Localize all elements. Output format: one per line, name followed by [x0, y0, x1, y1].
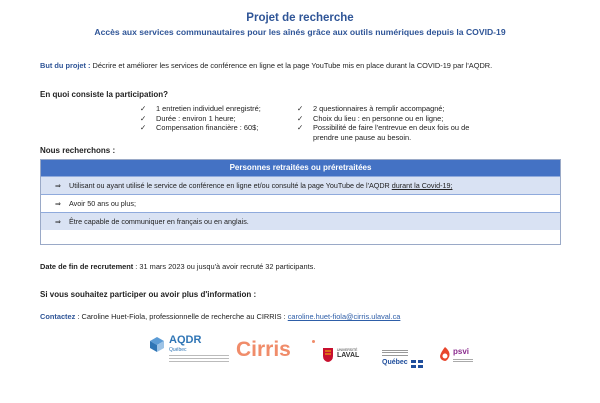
recruitment-label: Date de fin de recrutement: [40, 262, 134, 271]
search-heading: Nous recherchons :: [40, 146, 116, 155]
check-icon: ✓: [140, 104, 147, 113]
laval-logo: [322, 346, 372, 370]
participation-list-right: [297, 104, 472, 142]
contact-label: Contactez: [40, 312, 76, 321]
arrow-icon: ⇒: [55, 181, 62, 190]
aqdr-mark-icon: [148, 335, 166, 353]
cirris-logo: [236, 338, 291, 362]
arrow-icon: ⇒: [55, 217, 62, 226]
check-icon: ✓: [297, 123, 304, 133]
contact-line: Contactez : Caroline Huet-Fiola, professionnelle de recherche au CIRRIS : caroline.huet-fiola@cirris.ulaval.ca: [40, 312, 401, 321]
quebec-flag-icon: [411, 360, 423, 368]
quebec-name: Québec: [382, 359, 408, 366]
list-item: ✓ 1 entretien individuel enregistré;: [140, 104, 261, 113]
recruitment-deadline: Date de fin de recrutement : 31 mars 2023 ou jusqu'à avoir recruté 32 participants.: [40, 262, 316, 271]
page-title: Projet de recherche: [246, 12, 354, 24]
aqdr-name: AQDR: [169, 334, 202, 346]
list-item: ✓ Compensation financière : 60$;: [140, 123, 259, 133]
participation-list-left: [140, 104, 290, 133]
cirris-dot: [312, 340, 315, 343]
aqdr-sub: Québec: [169, 347, 187, 353]
psvi-name: psvi: [453, 347, 470, 356]
arrow-icon: ⇒: [55, 199, 62, 208]
criteria-row: ⇒ Être capable de communiquer en français ou en anglais.: [41, 212, 560, 230]
list-item: ✓ Choix du lieu : en personne ou en ligne;: [297, 113, 444, 123]
contact-email-link[interactable]: caroline.huet-fiola@cirris.ulaval.ca: [287, 312, 401, 321]
criteria-row: ⇒ Utilisant ou ayant utilisé le service de conférence en ligne et/ou consulté la page YouTube de l'AQDR durant la Covid-19;: [41, 176, 560, 194]
criteria-underlined: durant la Covid-19;: [391, 181, 453, 190]
check-icon: ✓: [297, 104, 304, 113]
partner-logos: [0, 330, 600, 380]
criteria-row: ⇒ Avoir 50 ans ou plus;: [41, 194, 560, 212]
list-item: ✓ Durée : environ 1 heure;: [140, 113, 236, 123]
project-goal-label: But du projet :: [40, 61, 91, 70]
laval-top: UNIVERSITÉ: [337, 348, 358, 352]
participation-heading: En quoi consiste la participation?: [40, 90, 169, 99]
laval-name: LAVAL: [337, 352, 360, 359]
list-item: ✓ 2 questionnaires à remplir accompagné;: [297, 104, 445, 113]
psvi-tagline-lines: [453, 357, 473, 364]
quebec-tagline-lines: [382, 348, 408, 357]
check-icon: ✓: [297, 113, 304, 123]
criteria-box: [40, 159, 561, 245]
laval-crest-icon: [322, 347, 334, 363]
criteria-box-title: Personnes retraitées ou préretraitées: [41, 160, 560, 176]
check-icon: ✓: [140, 123, 147, 133]
project-goal-text: Décrire et améliorer les services de conférence en ligne et la page YouTube mis en place durant la COVID-19 par l'AQDR.: [90, 61, 493, 70]
page-subtitle: Accès aux services communautaires pour les aînés grâce aux outils numériques depuis la COVID-19: [94, 27, 506, 37]
info-heading: Si vous souhaitez participer ou avoir plus d'information :: [40, 290, 257, 299]
aqdr-logo: [148, 334, 228, 378]
list-item: ✓ Possibilité de faire l'entrevue en deux fois ou de prendre une pause au besoin.: [297, 123, 470, 142]
psvi-flame-icon: [438, 346, 452, 362]
aqdr-tagline-lines: [169, 353, 229, 364]
cirris-name: Cirris: [236, 338, 291, 361]
project-goal: [40, 60, 560, 71]
quebec-logo: [382, 348, 430, 370]
psvi-logo: [438, 344, 478, 372]
check-icon: ✓: [140, 113, 147, 123]
